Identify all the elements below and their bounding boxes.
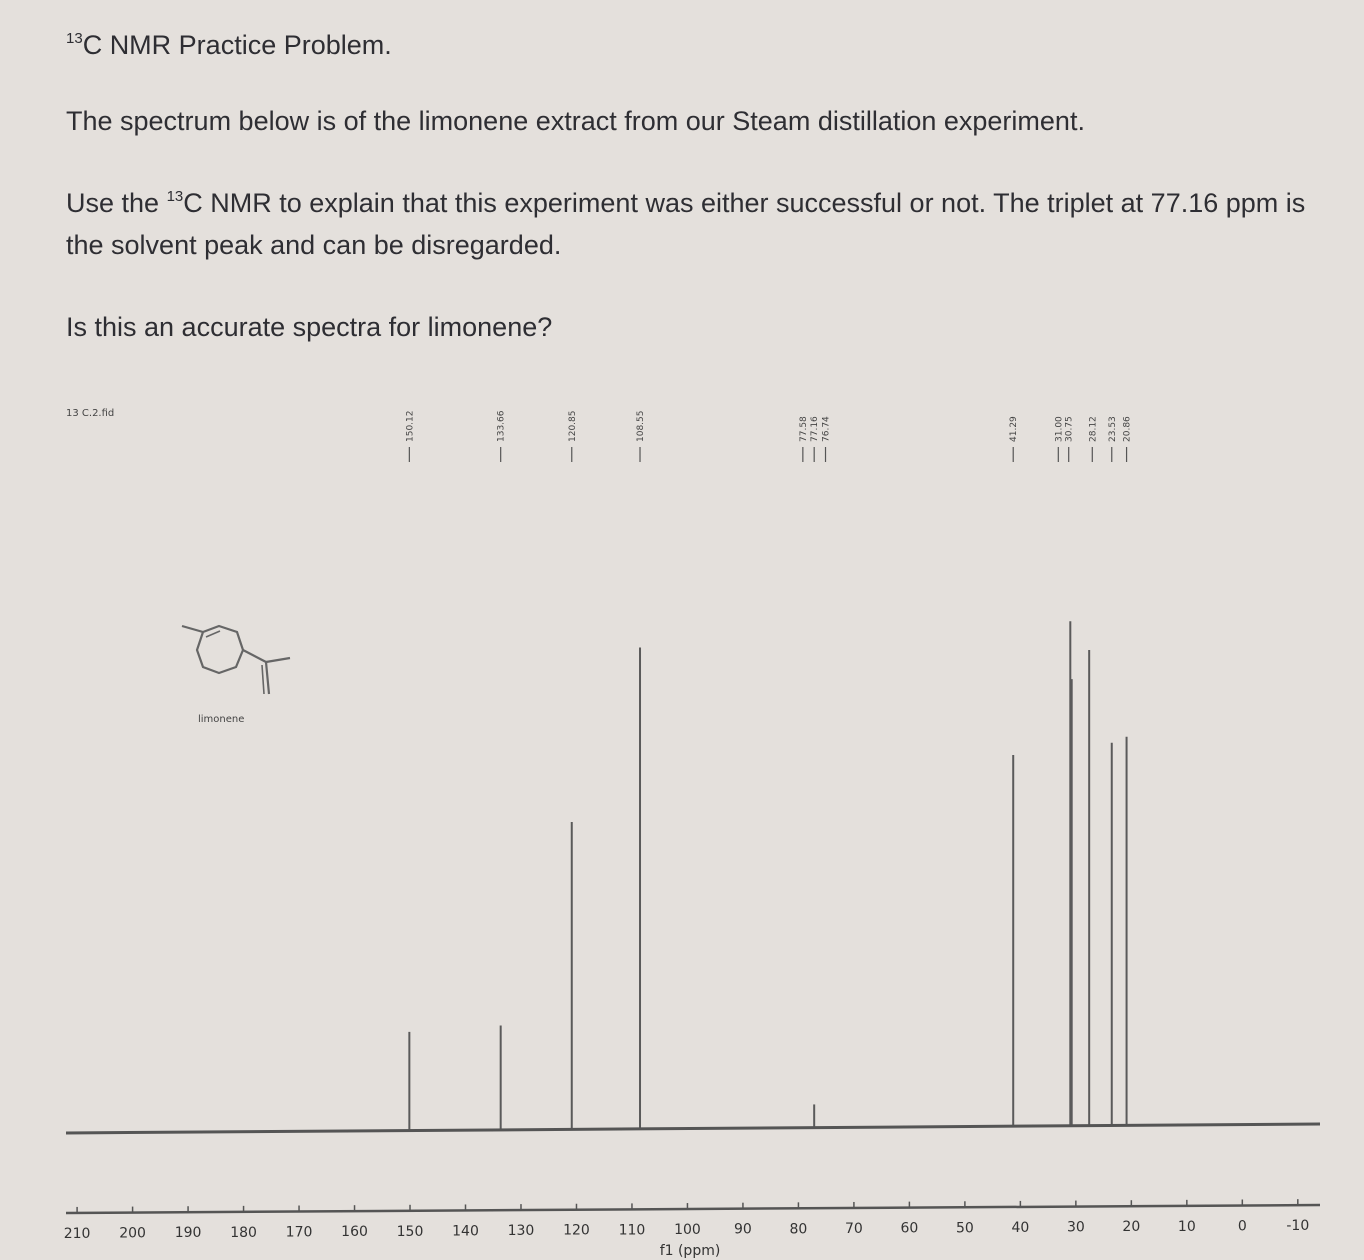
instruction-part-a: Use the: [66, 188, 167, 218]
x-tick-label: 180: [230, 1224, 257, 1241]
spectrum-baseline: [66, 1124, 1320, 1133]
x-tick-label: 150: [396, 1223, 424, 1240]
peak-value-label: 150.12: [405, 410, 416, 442]
x-tick-label: 10: [1177, 1218, 1196, 1235]
x-tick-label: 190: [174, 1225, 202, 1242]
x-axis-label: f1 (ppm): [659, 1243, 721, 1259]
x-tick-label: 50: [955, 1220, 974, 1237]
peak-value-label: 23.53: [1107, 416, 1118, 442]
peak-value-label: 30.75: [1064, 416, 1075, 442]
peak-value-label: 77.58: [798, 416, 809, 442]
structure-label: limonene: [198, 714, 245, 725]
x-tick-label: 160: [341, 1224, 368, 1241]
x-tick-label: 30: [1066, 1219, 1085, 1236]
x-tick-label: 140: [452, 1223, 479, 1240]
peak-group: [409, 621, 1126, 1130]
x-tick-label: 210: [63, 1225, 91, 1242]
x-tick-label: 100: [674, 1222, 701, 1239]
title-text: C NMR Practice Problem.: [82, 30, 392, 60]
title-superscript: 13: [66, 30, 83, 47]
x-tick-label: 130: [507, 1223, 535, 1240]
x-tick-label: 70: [844, 1220, 863, 1237]
x-tick-label: 0: [1237, 1218, 1247, 1235]
x-tick-label: 120: [563, 1222, 590, 1239]
intro-text: The spectrum below is of the limonene extract from our Steam distillation experiment.: [66, 106, 1085, 136]
peak-value-label: 133.66: [496, 410, 507, 442]
instruction-part-b: C NMR to explain that this experiment was either successful or not. The triplet at 77.16 ppm is the solvent peak and can be disregarded.: [66, 188, 1306, 260]
x-tick-label: 80: [789, 1221, 808, 1238]
x-tick-label: 170: [285, 1224, 313, 1241]
peak-value-label: 108.55: [636, 410, 647, 442]
x-tick-label: 200: [119, 1225, 146, 1242]
peak-value-label: 31.00: [1054, 416, 1065, 442]
peak-value-label: 28.12: [1088, 416, 1099, 442]
peak-value-label: 41.29: [1009, 416, 1020, 442]
x-tick-label: 60: [900, 1220, 919, 1237]
limonene-structure-icon: [182, 626, 290, 694]
x-tick-label: 40: [1011, 1219, 1030, 1236]
peak-label-group: [405, 410, 1132, 462]
peak-value-label: 120.85: [567, 410, 578, 442]
x-tick-label: 110: [618, 1222, 646, 1239]
question-text: Is this an accurate spectra for limonene?: [66, 312, 553, 342]
x-tick-label: 90: [734, 1221, 752, 1238]
spectrum-file-caption: 13 C.2.fid: [66, 408, 115, 419]
peak-value-label: 20.86: [1122, 416, 1133, 442]
instruction-superscript: 13: [166, 188, 184, 205]
peak-value-label: 77.16: [810, 416, 821, 442]
peak-value-label: 76.74: [821, 416, 832, 442]
x-tick-label: -10: [1286, 1218, 1310, 1235]
x-tick-label: 20: [1122, 1219, 1141, 1236]
